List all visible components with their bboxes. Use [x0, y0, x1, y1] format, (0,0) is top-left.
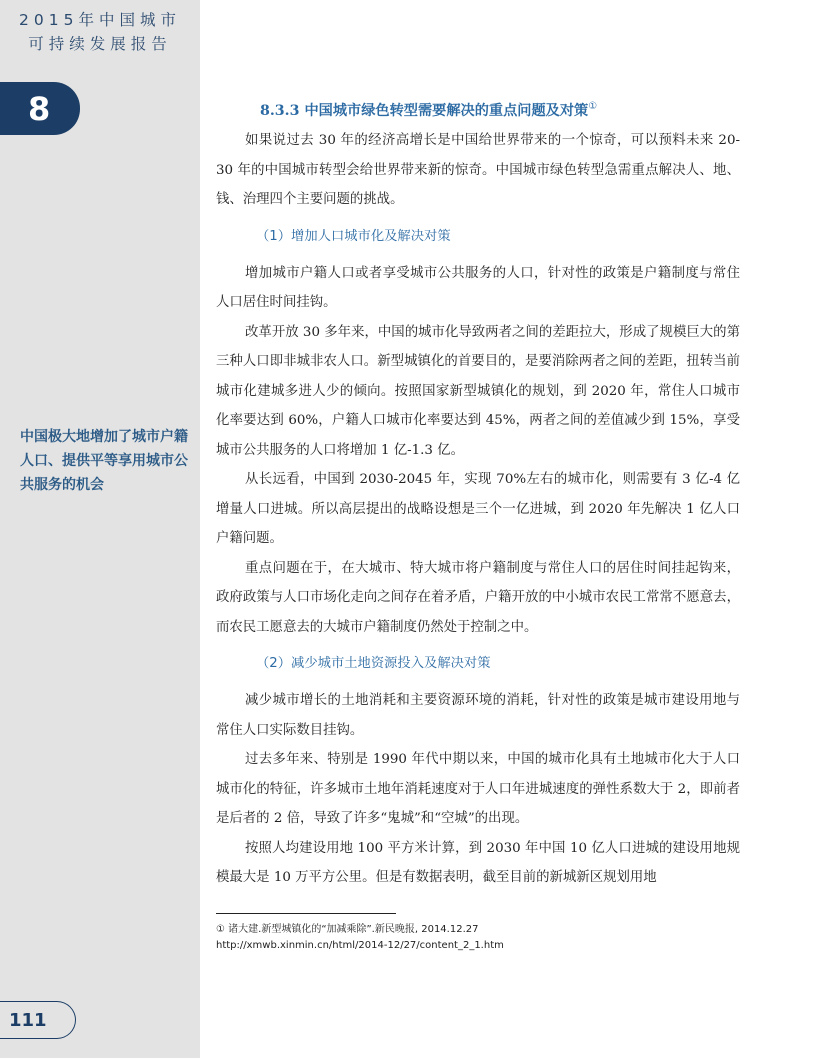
- sidebar: [0, 0, 200, 1058]
- section-title: 中国城市绿色转型需要解决的重点问题及对策: [304, 103, 589, 119]
- chapter-number-tab: [0, 82, 80, 135]
- footnote-url[interactable]: http://xmwb.xinmin.cn/html/2014-12/27/content_2_1.htm: [216, 940, 504, 951]
- report-title-line1: 2015年中国城市: [19, 11, 181, 29]
- subsection-heading-2: （2）减少城市土地资源投入及解决对策: [256, 656, 491, 671]
- paragraph: 增加城市户籍人口或者享受城市公共服务的人口，针对性的政策是户籍制度与常住人口居住时间挂钩。: [216, 265, 740, 310]
- section-heading: [216, 92, 740, 126]
- paragraph: 过去多年来、特别是 1990 年代中期以来，中国的城市化具有土地城市化大于人口城市化的特征，许多城市土地年消耗速度对于人口年进城速度的弹性系数大于 2，即前者是后者的 2 倍，导致了许多“鬼城”和“空城”的出现。: [216, 752, 740, 826]
- main-content: [216, 92, 740, 893]
- footnote-citation: ① 诸大建.新型城镇化的“加减乘除”.新民晚报, 2014.12.27: [216, 924, 479, 935]
- footnote: [216, 922, 756, 954]
- paragraph: 减少城市增长的土地消耗和主要资源环境的消耗，针对性的政策是城市建设用地与常住人口实际数目挂钩。: [216, 693, 740, 738]
- paragraph: 从长远看，中国到 2030-2045 年，实现 70%左右的城市化，则需要有 3 亿-4 亿增量人口进城。所以高层提出的战略设想是三个一亿进城，到 2020 年先解决 1 亿人口户籍问题。: [216, 472, 740, 546]
- footnote-divider: [216, 913, 396, 914]
- page-number: 111: [9, 1009, 47, 1031]
- margin-note: 中国极大地增加了城市户籍人口、提供平等享用城市公共服务的机会: [20, 429, 188, 493]
- paragraph: 重点问题在于，在大城市、特大城市将户籍制度与常住人口的居住时间挂起钩来，政府政策与人口市场化走向之间存在着矛盾，户籍开放的中小城市农民工常常不愿意去，而农民工愿意去的大城市户籍制度仍然处于控制之中。: [216, 560, 740, 635]
- chapter-number: 8: [28, 89, 51, 128]
- subsection-heading-1: （1）增加人口城市化及解决对策: [256, 228, 451, 244]
- footnote-reference[interactable]: ①: [588, 101, 598, 112]
- report-title: [0, 8, 200, 56]
- paragraph: 按照人均建设用地 100 平方米计算，到 2030 年中国 10 亿人口进城的建设用地规模最大是 10 万平方公里。但是有数据表明，截至目前的新城新区规划用地: [216, 840, 740, 885]
- intro-paragraph: 如果说过去 30 年的经济高增长是中国给世界带来的一个惊奇，可以预料未来 20-30 年的中国城市转型会给世界带来新的惊奇。中国城市绿色转型急需重点解决人、地、钱、治理四个主要问题的挑战。: [216, 133, 740, 207]
- section-number: 8.3.3: [260, 103, 300, 119]
- paragraph: 改革开放 30 多年来，中国的城市化导致两者之间的差距拉大，形成了规模巨大的第三种人口即非城非农人口。新型城镇化的首要目的，是要消除两者之间的差距，扭转当前城市化建城多进人少的倾向。按照国家新型城镇化的规划，到 2020 年，常住人口城市化率要达到 60%，户籍人口城市化率要达到 45%，两者之间的差值减少到 15%，享受城市公共服务的人口将增加 1 亿-1.3 亿。: [216, 324, 740, 458]
- page-number-tab: [0, 1001, 76, 1039]
- report-title-line2: 可持续发展报告: [28, 35, 172, 53]
